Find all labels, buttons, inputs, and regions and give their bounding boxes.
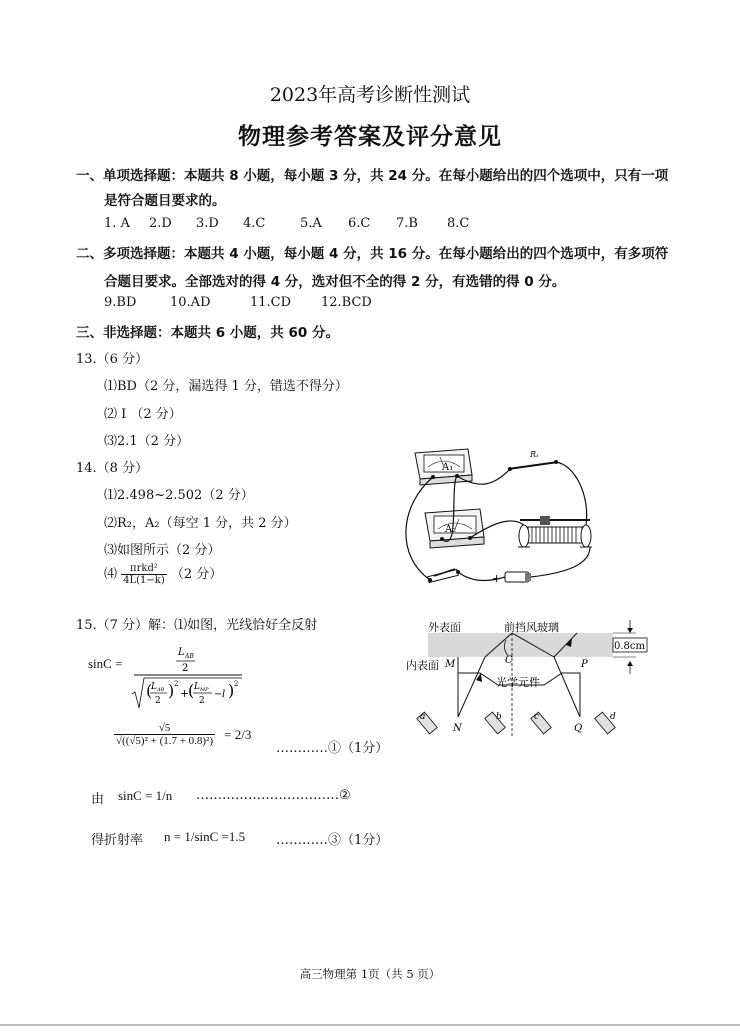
rx-label: Rₓ	[530, 450, 539, 459]
answer-5: 5.A	[300, 216, 322, 231]
section2-answers	[104, 295, 372, 310]
answer-7: 7.B	[396, 216, 418, 231]
rheostat	[518, 516, 592, 547]
svg-text:AB: AB	[185, 653, 194, 660]
svg-text:2: 2	[234, 680, 239, 688]
ammeter-a2	[425, 509, 484, 548]
q14-formula-numerator: πrkd²	[121, 563, 167, 575]
point-n: N	[453, 723, 462, 734]
q15-eq1-mark: …………①（1分）	[276, 741, 389, 756]
section3-heading: 三、非选择题：本题共 6 小题，共 60 分。	[76, 325, 339, 341]
q14-part4-suffix: （2 分）	[170, 567, 223, 582]
answer-11: 11.CD	[250, 295, 292, 310]
answer-10: 10.AD	[170, 295, 211, 310]
optical-element-label: 光学元件	[496, 676, 540, 689]
section1-heading-line1: 一、单项选择题：本题共 8 小题，每小题 3 分，共 24 分。在每小题给出的四个选项中，只有一项	[76, 168, 669, 184]
q14-label: 14.（8 分）	[76, 461, 149, 476]
windshield-glass	[428, 633, 613, 657]
q13-part3: ⑶2.1（2 分）	[104, 434, 190, 449]
section1-heading-line2: 是符合题目要求的。	[104, 193, 226, 209]
answer-6: 6.C	[348, 216, 371, 231]
svg-text:−: −	[214, 689, 223, 700]
q14-formula	[121, 563, 167, 586]
resistor-rx	[508, 450, 558, 471]
q15-eq1	[114, 722, 251, 747]
q15-eq1-denominator: √((√5)² + (1.7 + 0.8)²)	[116, 735, 214, 747]
svg-text:MP: MP	[200, 687, 209, 693]
svg-text:L: L	[178, 647, 185, 658]
page-bottom-rule	[0, 1024, 740, 1026]
lamp-a: a	[420, 712, 426, 722]
page-footer: 高三物理第 1页（共 5 页）	[299, 967, 441, 981]
circuit-diagram	[400, 445, 610, 595]
q15-label: 15.（7 分）解：⑴如图，光线恰好全反射	[76, 618, 318, 633]
battery-plus: +	[492, 572, 502, 585]
q14-part2: ⑵R₂，A₂（每空 1 分，共 2 分）	[104, 516, 297, 531]
section2-heading-line1: 二、多项选择题：本题共 4 小题，每小题 4 分，共 16 分。在每小题给出的四个选项中，有多项符	[76, 246, 669, 262]
section2-heading-line2: 合题目要求。全部选对的得 4 分，选对但不全的得 2 分，有选错的得 0 分。	[104, 274, 566, 290]
svg-text:AB: AB	[157, 687, 165, 693]
answer-8: 8.C	[447, 216, 470, 231]
answer-4: 4.C	[243, 216, 266, 231]
q14-part4	[104, 563, 222, 586]
q15-eq1-result: = 2/3	[224, 727, 252, 742]
q13-part1: ⑴BD（2 分，漏选得 1 分，错选不得分）	[104, 379, 348, 394]
svg-text:(: (	[146, 681, 153, 700]
q14-part4-prefix: ⑷	[104, 567, 118, 582]
outer-surface-label: 外表面	[428, 621, 461, 634]
inner-surface-label: 内表面	[406, 659, 439, 672]
point-q: Q	[574, 723, 583, 734]
svg-text:L: L	[194, 682, 200, 692]
q14-part1: ⑴2.498~2.502（2 分）	[104, 488, 254, 503]
switch	[428, 569, 460, 583]
thickness-label: 0.8cm	[614, 641, 645, 652]
windshield-label: 前挡风玻璃	[504, 621, 559, 634]
lamp-c: c	[534, 712, 540, 722]
svg-text:2: 2	[174, 680, 179, 688]
answer-12: 12.BCD	[321, 295, 372, 310]
q15-line3-prefix: 得折射率	[91, 833, 144, 848]
point-p: P	[581, 659, 588, 670]
svg-text:2: 2	[155, 696, 161, 706]
a1-label: A₁	[442, 462, 454, 473]
q15-sinc-formula	[130, 642, 245, 710]
svg-text:): )	[228, 681, 235, 700]
svg-text:+: +	[180, 687, 190, 700]
point-m: M	[445, 659, 456, 670]
q13-part2: ⑵ I （2 分）	[104, 407, 182, 422]
q15-eq1-fraction	[114, 722, 215, 747]
q15-line3-eq: n = 1/sinC =1.5	[164, 829, 246, 844]
lamp-d: d	[610, 712, 616, 722]
svg-text:2: 2	[199, 696, 205, 706]
q15-line2-eq: sinC = 1/n	[118, 788, 173, 803]
svg-text:(: (	[188, 681, 195, 700]
svg-text:): )	[168, 681, 175, 700]
q15-line2-mark: ……………………………②	[196, 788, 351, 803]
q13-label: 13.（6 分）	[76, 352, 149, 367]
q14-formula-denominator: 4L(1−k)	[123, 575, 165, 586]
answer-9: 9.BD	[104, 295, 137, 310]
answer-key-title: 物理参考答案及评分意见	[238, 123, 502, 150]
lamp-b: b	[496, 712, 502, 722]
svg-text:l: l	[222, 689, 226, 700]
a2-label: A₂	[445, 524, 457, 535]
svg-text:L: L	[151, 682, 157, 692]
q15-line2-prefix: 由	[91, 792, 105, 807]
answer-1: 1. A	[104, 216, 130, 231]
q14-part3: ⑶如图所示（2 分）	[104, 543, 221, 558]
q15-line3-mark: …………③（1分）	[276, 833, 389, 848]
optics-diagram	[404, 618, 654, 738]
section1-answers	[104, 216, 469, 231]
answer-2: 2.D	[149, 216, 172, 231]
svg-text:2: 2	[182, 663, 189, 674]
exam-title: 2023年高考诊断性测试	[269, 84, 471, 106]
point-c: C	[505, 655, 513, 666]
q15-sinc-label: sinC =	[88, 656, 123, 671]
answer-3: 3.D	[196, 216, 219, 231]
q15-eq1-numerator: √5	[114, 722, 215, 735]
